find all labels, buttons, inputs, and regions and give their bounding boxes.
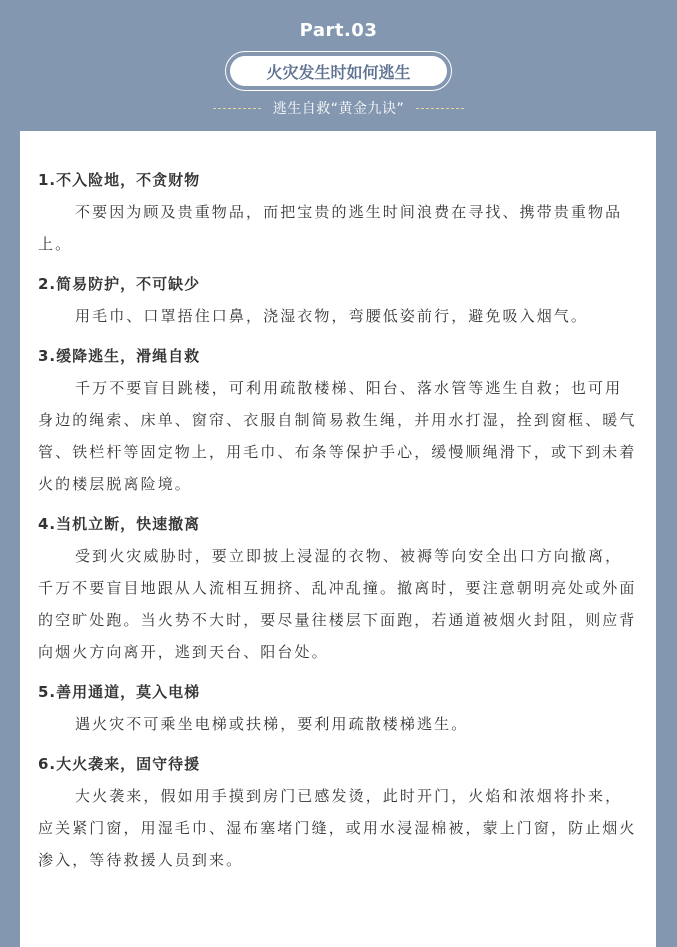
section-title: 4.当机立断，快速撤离 (38, 515, 201, 533)
section-2 (38, 271, 638, 332)
section-body: 用毛巾、口罩捂住口鼻，浇湿衣物，弯腰低姿前行，避免吸入烟气。 (75, 307, 589, 325)
section-title: 5.善用通道，莫入电梯 (38, 683, 201, 701)
part-label: Part.03 (299, 20, 378, 41)
section-3 (38, 343, 638, 500)
subtitle: 逃生自救“黄金九诀” (272, 101, 405, 117)
section-6 (38, 751, 638, 876)
section-body: 大火袭来，假如用手摸到房门已感发烫，此时开门，火焰和浓烟将扑来，应关紧门窗，用湿毛巾、湿布塞堵门缝，或用水浸湿棉被，蒙上门窗，防止烟火渗入，等待救援人员到来。 (38, 787, 637, 869)
content-body (20, 131, 656, 876)
header (0, 0, 677, 130)
content-card (20, 131, 656, 947)
left-dash-divider (213, 108, 261, 109)
right-dash-divider (416, 108, 464, 109)
section-body: 不要因为顾及贵重物品，而把宝贵的逃生时间浪费在寻找、携带贵重物品上。 (38, 203, 623, 253)
title-badge (225, 51, 452, 91)
section-title: 2.简易防护，不可缺少 (38, 275, 201, 293)
section-1 (38, 167, 638, 260)
subtitle-row (0, 98, 677, 118)
section-title: 3.缓降逃生，滑绳自救 (38, 347, 201, 365)
section-body: 千万不要盲目跳楼，可利用疏散楼梯、阳台、落水管等逃生自救；也可用身边的绳索、床单、窗帘、衣服自制简易救生绳，并用水打湿，拴到窗框、暖气管、铁栏杆等固定物上，用毛巾、布条等保护手心，缓慢顺绳滑下，或下到未着火的楼层脱离险境。 (38, 379, 637, 493)
page-title: 火灾发生时如何逃生 (230, 56, 447, 86)
section-title: 6.大火袭来，固守待援 (38, 755, 201, 773)
section-body: 受到火灾威胁时，要立即披上浸湿的衣物、被褥等向安全出口方向撤离，千万不要盲目地跟从人流相互拥挤、乱冲乱撞。撤离时，要注意朝明亮处或外面的空旷处跑。当火势不大时，要尽量往楼层下面跑，若通道被烟火封阻，则应背向烟火方向离开，逃到天台、阳台处。 (38, 547, 637, 661)
section-5 (38, 679, 638, 740)
section-body: 遇火灾不可乘坐电梯或扶梯，要利用疏散楼梯逃生。 (75, 715, 469, 733)
section-title: 1.不入险地，不贪财物 (38, 171, 201, 189)
section-4 (38, 511, 638, 668)
